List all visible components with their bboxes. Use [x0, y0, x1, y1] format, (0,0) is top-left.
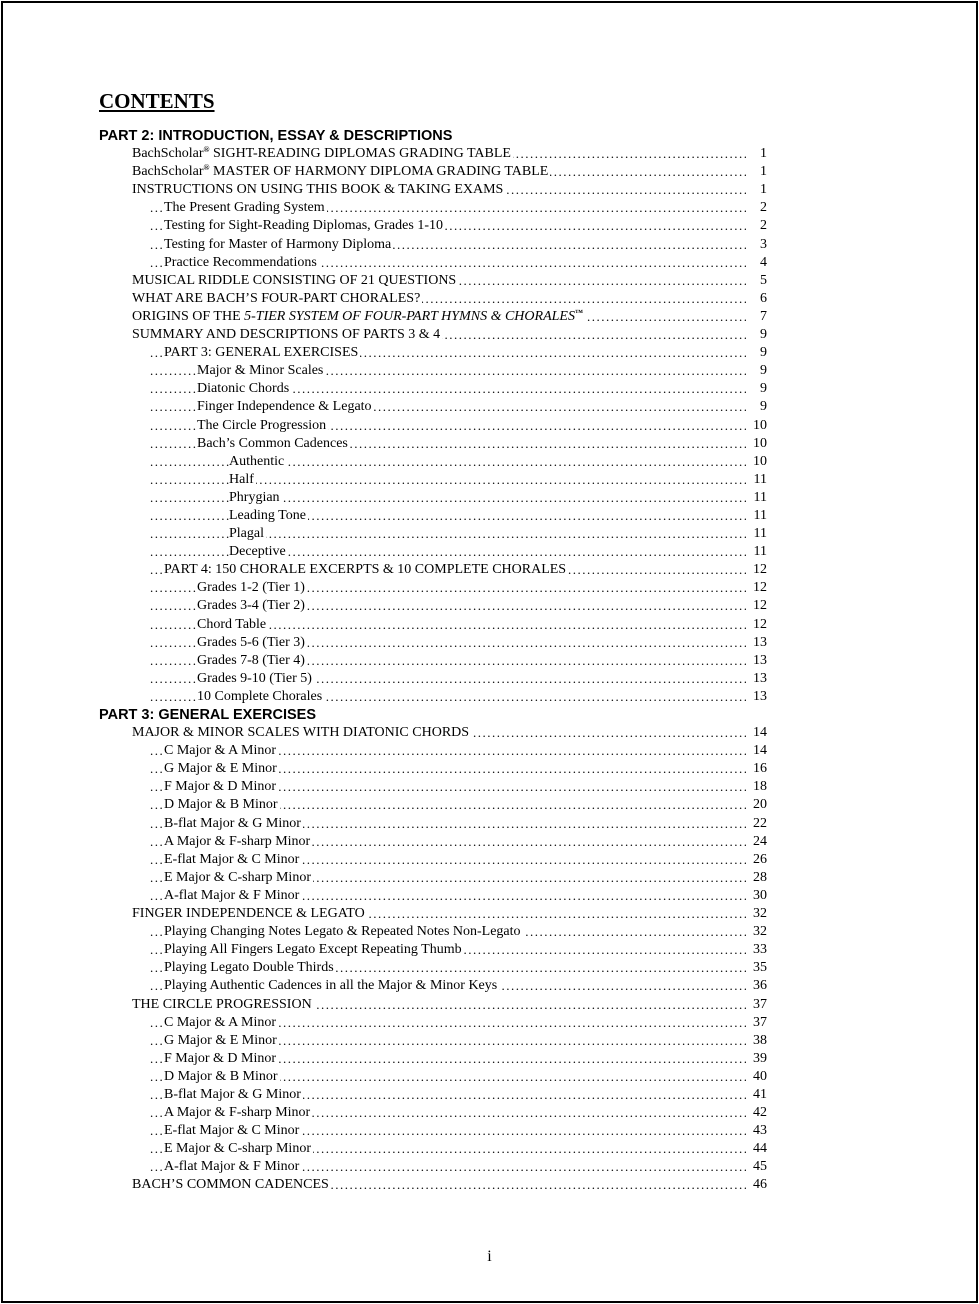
toc-entry-label: The Present Grading System — [164, 200, 325, 216]
toc-entry — [0, 778, 979, 796]
toc-page-number: 43 — [750, 1122, 767, 1140]
toc-page-number: 10 — [750, 417, 767, 435]
toc-entry-label: PART 4: 150 CHORALE EXCERPTS & 10 COMPLETE CHORALES — [164, 562, 567, 578]
toc-entry-label: Authentic — [229, 453, 285, 469]
toc-entry — [0, 471, 979, 489]
toc-part-heading — [0, 706, 979, 724]
toc-entry — [0, 254, 979, 272]
toc-entry — [0, 453, 979, 471]
toc-page-number: 33 — [750, 941, 767, 959]
toc-entry — [0, 652, 979, 670]
toc-page-number: 9 — [757, 362, 767, 380]
page-title: CONTENTS — [99, 89, 215, 113]
toc-entry — [0, 634, 979, 652]
toc-entry-label: BachScholar® SIGHT-READING DIPLOMAS GRADING TABLE — [132, 145, 511, 162]
toc-entry — [0, 1068, 979, 1086]
toc-entry — [0, 959, 979, 977]
toc-entry — [0, 272, 979, 290]
toc-entry-label: ORIGINS OF THE 5-TIER SYSTEM OF FOUR-PART HYMNS & CHORALES™ — [132, 307, 583, 324]
toc-entry-label: 10 Complete Chorales — [197, 688, 323, 704]
trademark-symbol: ® — [203, 163, 210, 173]
toc-entry — [0, 362, 979, 380]
toc-page-number: 12 — [750, 579, 767, 597]
toc-page-number: 42 — [750, 1104, 767, 1122]
toc-page-number: 41 — [750, 1086, 767, 1104]
toc-entry-label: PART 2: INTRODUCTION, ESSAY & DESCRIPTIONS — [99, 128, 453, 144]
toc-page-number: 4 — [757, 254, 767, 272]
toc-entry-label: Major & Minor Scales — [197, 363, 324, 379]
toc-entry-label: D Major & B Minor — [164, 1068, 278, 1084]
toc-page-number: 14 — [750, 724, 767, 742]
toc-entry-label: The Circle Progression — [197, 417, 327, 433]
toc-entry-label: FINGER INDEPENDENCE & LEGATO — [132, 906, 365, 922]
toc-entry — [0, 1050, 979, 1068]
toc-entry — [0, 507, 979, 525]
toc-entry — [0, 796, 979, 814]
toc-entry — [0, 923, 979, 941]
toc-entry — [0, 941, 979, 959]
toc-entry-label: Practice Recommendations — [164, 254, 317, 270]
toc-page-number: 3 — [757, 236, 767, 254]
toc-entry-label: Finger Independence & Legato — [197, 399, 372, 415]
toc-page-number: 11 — [751, 507, 767, 525]
toc-page-number: 9 — [757, 326, 767, 344]
toc-entry — [0, 724, 979, 742]
toc-page-number: 46 — [750, 1176, 767, 1194]
toc-entry — [0, 181, 979, 199]
toc-page-number: 20 — [750, 796, 767, 814]
toc-entry-label: F Major & D Minor — [164, 779, 276, 795]
toc-entry-label: PART 3: GENERAL EXERCISES — [99, 707, 317, 723]
toc-part-heading — [0, 127, 979, 145]
toc-entry — [0, 905, 979, 923]
toc-entry-label: B-flat Major & G Minor — [164, 1086, 301, 1102]
toc-entry — [0, 1014, 979, 1032]
toc-entry — [0, 1158, 979, 1176]
toc-page-number: 44 — [750, 1140, 767, 1158]
trademark-symbol: ™ — [574, 307, 583, 317]
toc-entry-label: Grades 3-4 (Tier 2) — [197, 598, 305, 614]
toc-page-number: 39 — [750, 1050, 767, 1068]
toc-entry-label: Grades 1-2 (Tier 1) — [197, 580, 305, 596]
toc-page-number: 1 — [757, 163, 767, 181]
toc-entry-label: Testing for Sight-Reading Diplomas, Grades 1-10 — [164, 218, 443, 234]
toc-entry — [0, 579, 979, 597]
toc-entry — [0, 326, 979, 344]
toc-page-number: 9 — [757, 380, 767, 398]
toc-entry — [0, 616, 979, 634]
toc-page-number: 14 — [750, 742, 767, 760]
toc-page-number: 26 — [750, 851, 767, 869]
toc-entry-label: C Major & A Minor — [164, 1014, 277, 1030]
toc-entry-label: Playing All Fingers Legato Except Repeating Thumb — [164, 942, 462, 958]
toc-entry — [0, 887, 979, 905]
toc-entry-label: Grades 5-6 (Tier 3) — [197, 634, 305, 650]
toc-entry — [0, 398, 979, 416]
toc-entry-label: Testing for Master of Harmony Diploma — [164, 236, 392, 252]
toc-page-number: 11 — [751, 489, 767, 507]
toc-entry — [0, 1032, 979, 1050]
toc-entry-label: D Major & B Minor — [164, 797, 278, 813]
toc-page-number: 5 — [757, 272, 767, 290]
toc-page-number: 18 — [750, 778, 767, 796]
toc-entry-label: A Major & F-sharp Minor — [164, 1105, 311, 1121]
toc-entry-label: Playing Legato Double Thirds — [164, 960, 334, 976]
toc-entry — [0, 688, 979, 706]
toc-entry — [0, 199, 979, 217]
toc-entry-label: Chord Table — [197, 616, 267, 632]
toc-entry — [0, 1104, 979, 1122]
toc-entry — [0, 1122, 979, 1140]
toc-entry — [0, 525, 979, 543]
toc-page-number: 7 — [757, 308, 767, 326]
toc-page-number: 12 — [750, 616, 767, 634]
toc-entry — [0, 145, 979, 163]
toc-page-number: 9 — [757, 398, 767, 416]
toc-entry — [0, 543, 979, 561]
toc-page-number: 32 — [750, 905, 767, 923]
toc-entry — [0, 417, 979, 435]
toc-entry — [0, 163, 979, 181]
toc-entry-label: INSTRUCTIONS ON USING THIS BOOK & TAKING EXAMS — [132, 182, 504, 198]
toc-entry — [0, 489, 979, 507]
toc-entry — [0, 380, 979, 398]
toc-entry — [0, 435, 979, 453]
toc-entry-label: G Major & E Minor — [164, 761, 277, 777]
toc-entry — [0, 597, 979, 615]
toc-entry-label: Grades 7-8 (Tier 4) — [197, 652, 305, 668]
toc-page-number: 35 — [750, 959, 767, 977]
toc-entry-label: A-flat Major & F Minor — [164, 1159, 300, 1175]
toc-entry-label: E Major & C-sharp Minor — [164, 869, 311, 885]
page-number: i — [487, 1248, 492, 1265]
toc-page-number: 13 — [750, 688, 767, 706]
toc-entry-label: F Major & D Minor — [164, 1050, 276, 1066]
toc-entry-label: Deceptive — [229, 544, 286, 560]
toc-entry — [0, 344, 979, 362]
toc-page-number: 38 — [750, 1032, 767, 1050]
toc-entry-label: Leading Tone — [229, 507, 306, 523]
toc-entry-label: G Major & E Minor — [164, 1032, 277, 1048]
toc-entry — [0, 217, 979, 235]
toc-page-number: 22 — [750, 815, 767, 833]
toc-entry-label: E-flat Major & C Minor — [164, 851, 300, 867]
toc-page-number: 37 — [750, 996, 767, 1014]
toc-page-number: 12 — [750, 597, 767, 615]
toc-page-number: 11 — [751, 525, 767, 543]
toc-entry — [0, 833, 979, 851]
toc-page-number: 28 — [750, 869, 767, 887]
toc-page-number: 2 — [757, 217, 767, 235]
toc-entry — [0, 815, 979, 833]
toc-entry — [0, 670, 979, 688]
toc-entry-label: A Major & F-sharp Minor — [164, 833, 311, 849]
toc-page-number: 36 — [750, 977, 767, 995]
toc-page-number: 6 — [757, 290, 767, 308]
toc-entry-label: E-flat Major & C Minor — [164, 1123, 300, 1139]
toc-entry — [0, 1176, 979, 1194]
toc-entry — [0, 869, 979, 887]
toc-page-number: 32 — [750, 923, 767, 941]
toc-page-number: 9 — [757, 344, 767, 362]
toc-entry — [0, 290, 979, 308]
table-of-contents — [0, 127, 979, 1195]
toc-entry — [0, 742, 979, 760]
toc-page-number: 10 — [750, 453, 767, 471]
trademark-symbol: ® — [203, 145, 210, 155]
toc-entry — [0, 308, 979, 326]
toc-page-number: 40 — [750, 1068, 767, 1086]
toc-page-number: 1 — [757, 181, 767, 199]
toc-entry-label: PART 3: GENERAL EXERCISES — [164, 345, 359, 361]
toc-entry-label: Half — [229, 471, 254, 487]
toc-entry — [0, 996, 979, 1014]
toc-page-number: 45 — [750, 1158, 767, 1176]
toc-entry — [0, 1140, 979, 1158]
toc-page-number: 10 — [750, 435, 767, 453]
toc-entry-label: Playing Changing Notes Legato & Repeated Notes Non-Legato — [164, 924, 521, 940]
toc-page-number: 13 — [750, 652, 767, 670]
toc-entry — [0, 760, 979, 778]
toc-entry — [0, 236, 979, 254]
toc-entry — [0, 1086, 979, 1104]
toc-entry-label: MUSICAL RIDDLE CONSISTING OF 21 QUESTIONS — [132, 272, 457, 288]
toc-page-number: 13 — [750, 670, 767, 688]
toc-page-number: 2 — [757, 199, 767, 217]
toc-entry-label: Grades 9-10 (Tier 5) — [197, 670, 312, 686]
toc-page-number: 11 — [751, 471, 767, 489]
toc-entry-label: MAJOR & MINOR SCALES WITH DIATONIC CHORDS — [132, 725, 470, 741]
toc-entry-label: Playing Authentic Cadences in all the Major & Minor Keys — [164, 978, 498, 994]
toc-entry-label: E Major & C-sharp Minor — [164, 1141, 311, 1157]
toc-page-number: 16 — [750, 760, 767, 778]
toc-entry — [0, 851, 979, 869]
toc-page-number: 1 — [757, 145, 767, 163]
toc-entry-label: WHAT ARE BACH’S FOUR-PART CHORALES? — [132, 290, 421, 306]
toc-page-number: 30 — [750, 887, 767, 905]
toc-entry — [0, 561, 979, 579]
toc-entry-label: Plagal — [229, 526, 264, 542]
toc-entry — [0, 977, 979, 995]
toc-entry-label: SUMMARY AND DESCRIPTIONS OF PARTS 3 & 4 — [132, 327, 441, 343]
toc-entry-label: Phrygian — [229, 489, 280, 505]
toc-entry-label: BACH’S COMMON CADENCES — [132, 1177, 329, 1193]
toc-page-number: 13 — [750, 634, 767, 652]
toc-entry-label: A-flat Major & F Minor — [164, 887, 300, 903]
toc-entry-label: C Major & A Minor — [164, 743, 277, 759]
toc-entry-label: BachScholar® MASTER OF HARMONY DIPLOMA GRADING TABLE — [132, 163, 549, 180]
toc-page-number: 37 — [750, 1014, 767, 1032]
toc-entry-label: Bach’s Common Cadences — [197, 435, 348, 451]
toc-entry-label: B-flat Major & G Minor — [164, 815, 301, 831]
toc-entry-label: THE CIRCLE PROGRESSION — [132, 996, 312, 1012]
toc-entry-label: Diatonic Chords — [197, 381, 290, 397]
toc-page-number: 24 — [750, 833, 767, 851]
toc-page-number: 12 — [750, 561, 767, 579]
toc-page-number: 11 — [751, 543, 767, 561]
